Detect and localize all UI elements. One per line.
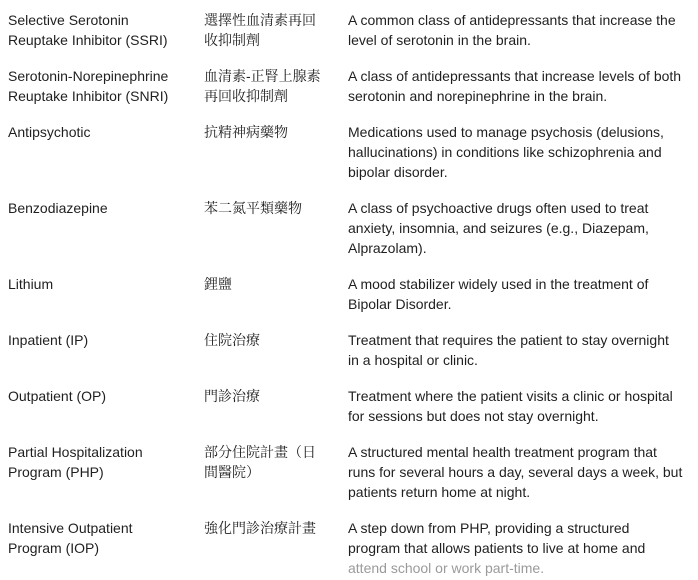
definition-cell-line: A structured mental health treatment program that bbox=[348, 444, 657, 460]
term-cell bbox=[0, 518, 196, 558]
chinese-term-cell-line: 住院治療 bbox=[204, 332, 260, 348]
term-cell bbox=[0, 198, 196, 218]
definition-cell bbox=[340, 198, 698, 258]
definition-cell bbox=[340, 386, 698, 426]
chinese-term-cell-line: 門診治療 bbox=[204, 388, 260, 404]
definition-cell bbox=[340, 442, 698, 502]
term-cell-line: Selective Serotonin bbox=[8, 12, 129, 28]
chinese-term-cell-line: 血清素-正腎上腺素 bbox=[204, 68, 321, 84]
chinese-term-cell bbox=[196, 66, 340, 106]
definition-cell-line: hallucinations) in conditions like schizophrenia and bbox=[348, 144, 662, 160]
definition-cell-line: serotonin and norepinephrine in the brain. bbox=[348, 88, 608, 104]
definition-cell bbox=[340, 330, 698, 370]
definition-cell-line: Treatment that requires the patient to stay overnight bbox=[348, 332, 669, 348]
glossary-row bbox=[0, 60, 698, 106]
definition-cell bbox=[340, 10, 698, 50]
chinese-term-cell-line: 再回收抑制劑 bbox=[204, 88, 288, 104]
chinese-term-cell-line: 收抑制劑 bbox=[204, 32, 260, 48]
chinese-term-cell-line: 間醫院） bbox=[204, 464, 260, 480]
term-cell bbox=[0, 442, 196, 482]
term-cell bbox=[0, 274, 196, 294]
definition-cell-line: for sessions but does not stay overnight. bbox=[348, 408, 599, 424]
term-cell-line: Program (PHP) bbox=[8, 464, 104, 480]
term-cell-line: Program (IOP) bbox=[8, 540, 100, 556]
definition-cell-line: Treatment where the patient visits a clinic or hospital bbox=[348, 388, 673, 404]
term-cell-line: Partial Hospitalization bbox=[8, 444, 143, 460]
definition-cell-line: anxiety, insomnia, and seizures (e.g., Diazepam, bbox=[348, 220, 649, 236]
chinese-term-cell-line: 抗精神病藥物 bbox=[204, 124, 288, 140]
definition-cell-line: attend school or work part-time. bbox=[348, 560, 545, 576]
definition-cell-line: Alprazolam). bbox=[348, 240, 427, 256]
term-cell bbox=[0, 66, 196, 106]
term-cell bbox=[0, 330, 196, 350]
term-cell-line: Benzodiazepine bbox=[8, 200, 108, 216]
term-cell bbox=[0, 386, 196, 406]
term-cell-line: Reuptake Inhibitor (SSRI) bbox=[8, 32, 168, 48]
term-cell bbox=[0, 10, 196, 50]
term-cell-line: Inpatient (IP) bbox=[8, 332, 89, 348]
term-cell bbox=[0, 122, 196, 142]
definition-cell bbox=[340, 274, 698, 314]
definition-cell bbox=[340, 66, 698, 106]
glossary-row bbox=[0, 436, 698, 502]
definition-cell bbox=[340, 518, 698, 578]
term-cell-line: Reuptake Inhibitor (SNRI) bbox=[8, 88, 169, 104]
definition-cell-line: A class of psychoactive drugs often used to treat bbox=[348, 200, 649, 216]
definition-cell-line: A mood stabilizer widely used in the treatment of bbox=[348, 276, 649, 292]
glossary-row bbox=[0, 116, 698, 182]
definition-cell-line: runs for several hours a day, several days a week, but bbox=[348, 464, 683, 480]
definition-cell-line: level of serotonin in the brain. bbox=[348, 32, 531, 48]
definition-cell-line: Medications used to manage psychosis (delusions, bbox=[348, 124, 664, 140]
chinese-term-cell-line: 強化門診治療計畫 bbox=[204, 520, 316, 536]
definition-cell-line: A class of antidepressants that increase levels of both bbox=[348, 68, 682, 84]
definition-cell-line: in a hospital or clinic. bbox=[348, 352, 478, 368]
definition-cell-line: A common class of antidepressants that increase the bbox=[348, 12, 676, 28]
term-cell-line: Antipsychotic bbox=[8, 124, 91, 140]
definition-cell-line: bipolar disorder. bbox=[348, 164, 448, 180]
chinese-term-cell bbox=[196, 330, 340, 350]
chinese-term-cell bbox=[196, 122, 340, 142]
term-cell-line: Intensive Outpatient bbox=[8, 520, 133, 536]
definition-cell-line: program that allows patients to live at home and bbox=[348, 540, 646, 556]
term-cell-line: Outpatient (OP) bbox=[8, 388, 107, 404]
chinese-term-cell bbox=[196, 274, 340, 294]
chinese-term-cell bbox=[196, 10, 340, 50]
term-cell-line: Lithium bbox=[8, 276, 54, 292]
chinese-term-cell bbox=[196, 442, 340, 482]
definition-cell-line: Bipolar Disorder. bbox=[348, 296, 452, 312]
glossary-row bbox=[0, 192, 698, 258]
glossary-row bbox=[0, 324, 698, 370]
definition-cell bbox=[340, 122, 698, 182]
glossary-row bbox=[0, 268, 698, 314]
definition-cell-line: patients return home at night. bbox=[348, 484, 531, 500]
chinese-term-cell bbox=[196, 198, 340, 218]
chinese-term-cell bbox=[196, 518, 340, 538]
chinese-term-cell-line: 選擇性血清素再回 bbox=[204, 12, 316, 28]
glossary-row bbox=[0, 512, 698, 578]
term-cell-line: Serotonin-Norepinephrine bbox=[8, 68, 169, 84]
glossary-row bbox=[0, 4, 698, 50]
chinese-term-cell-line: 鋰鹽 bbox=[204, 276, 232, 292]
glossary-row bbox=[0, 380, 698, 426]
definition-cell-line: A step down from PHP, providing a structured bbox=[348, 520, 630, 536]
chinese-term-cell bbox=[196, 386, 340, 406]
chinese-term-cell-line: 苯二氮平類藥物 bbox=[204, 200, 302, 216]
chinese-term-cell-line: 部分住院計畫（日 bbox=[204, 444, 316, 460]
